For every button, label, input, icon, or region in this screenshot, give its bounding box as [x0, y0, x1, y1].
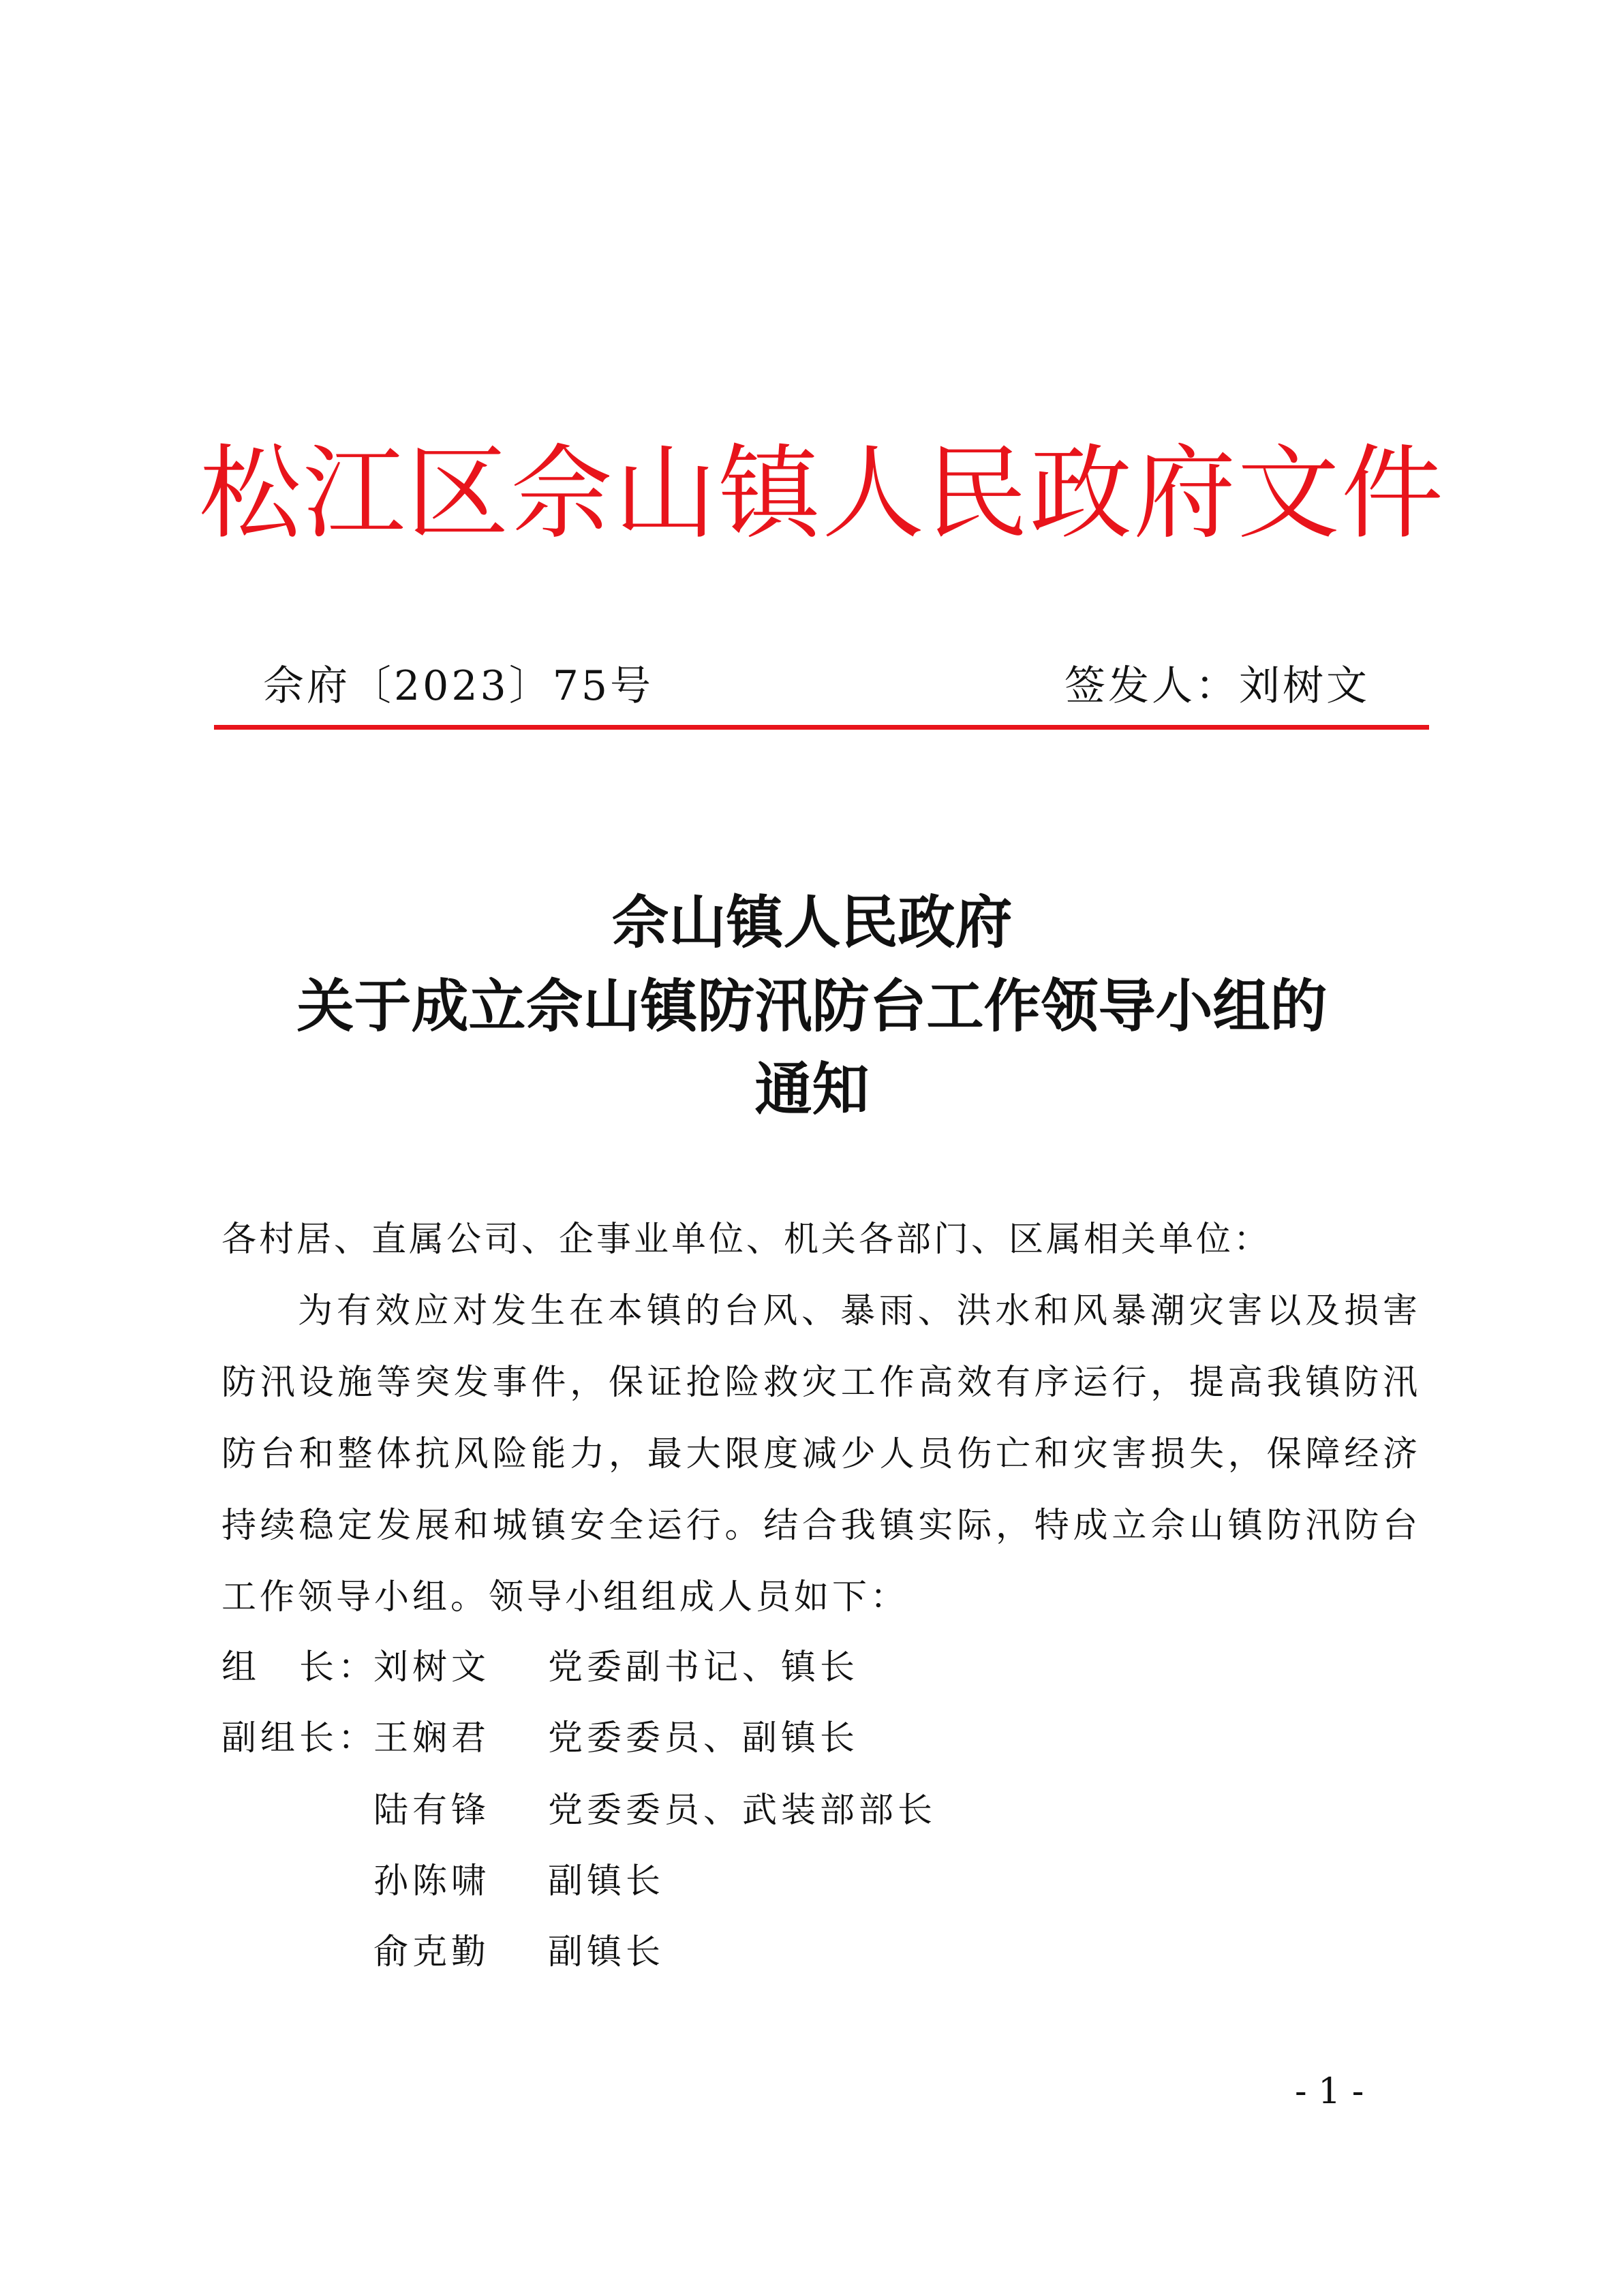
body-line: 工作领导小组。领导小组组成人员如下：	[221, 1577, 909, 1617]
member-role: 副组长：	[221, 1718, 378, 1758]
page-number: - 1 -	[1295, 2071, 1364, 2112]
document-masthead: 松江区佘山镇人民政府文件	[199, 435, 1443, 553]
member-role: 组 长：	[221, 1647, 378, 1688]
member-name: 孙陈啸	[373, 1861, 491, 1902]
body-line: 持续稳定发展和城镇安全运行。结合我镇实际，特成立佘山镇防汛防台	[221, 1506, 1418, 1546]
member-name: 俞克勤	[373, 1932, 491, 1972]
member-title: 副镇长	[548, 1932, 665, 1972]
body-line: 防汛设施等突发事件，保证抢险救灾工作高效有序运行，提高我镇防汛	[221, 1363, 1418, 1403]
member-title: 党委副书记、镇长	[548, 1647, 859, 1688]
member-name: 陆有锋	[373, 1790, 491, 1831]
signer-label: 签发人：	[1064, 662, 1239, 710]
title-line-2: 关于成立佘山镇防汛防台工作领导小组的	[296, 972, 1328, 1040]
member-title: 副镇长	[548, 1861, 665, 1902]
title-line-1: 佘山镇人民政府	[611, 888, 1013, 956]
addressee: 各村居、直属公司、企事业单位、机关各部门、区属相关单位：	[221, 1220, 1272, 1260]
member-name: 王娴君	[373, 1718, 491, 1758]
member-name: 刘树文	[373, 1647, 491, 1688]
title-line-3: 通知	[754, 1055, 870, 1123]
signer	[1064, 661, 1370, 712]
member-title: 党委委员、武装部部长	[548, 1790, 937, 1831]
member-title: 党委委员、副镇长	[548, 1718, 859, 1758]
red-divider	[214, 725, 1429, 730]
document-number: 佘府〔2023〕75号	[263, 662, 654, 710]
signer-name: 刘树文	[1239, 662, 1370, 710]
body-line: 为有效应对发生在本镇的台风、暴雨、洪水和风暴潮灾害以及损害	[298, 1291, 1418, 1331]
body-line: 防台和整体抗风险能力，最大限度减少人员伤亡和灾害损失，保障经济	[221, 1434, 1418, 1474]
